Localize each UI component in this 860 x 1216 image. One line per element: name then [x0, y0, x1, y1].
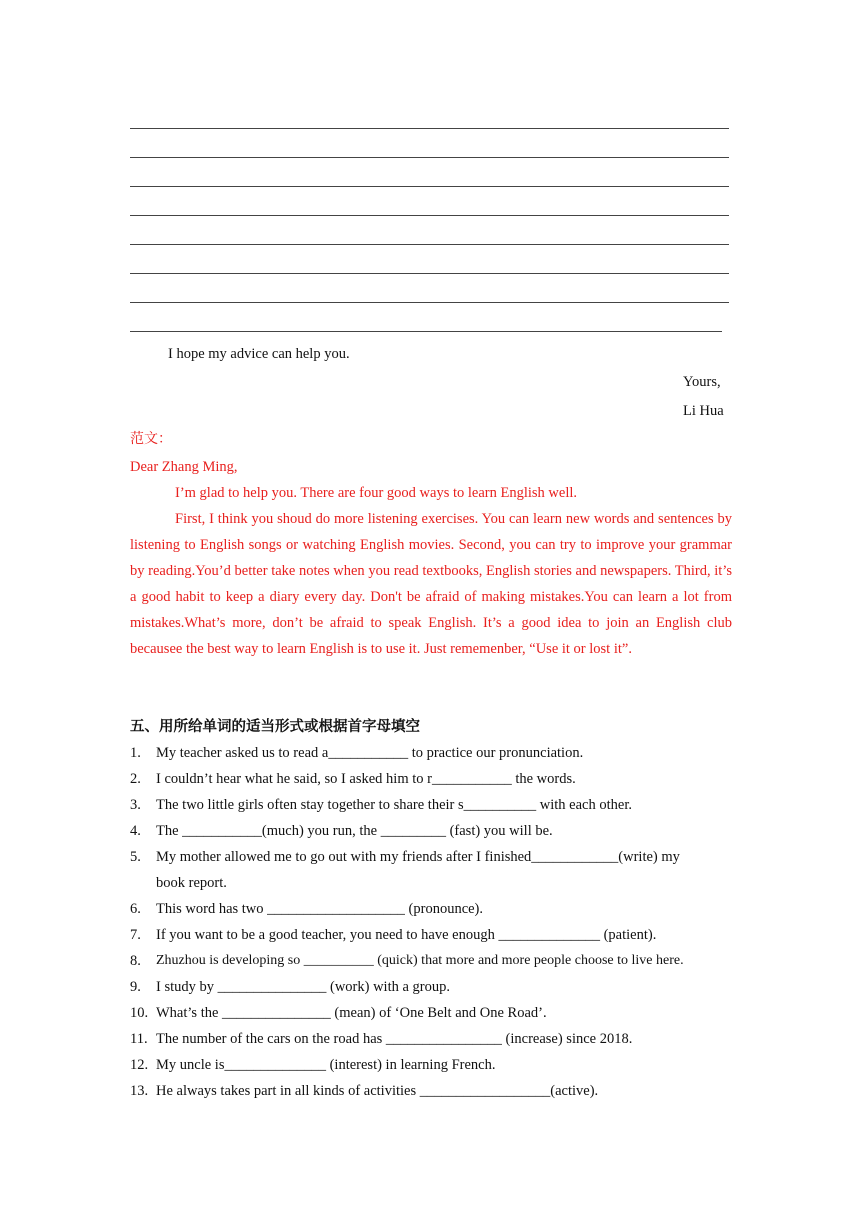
exercise-item — [130, 740, 732, 766]
exercise-item — [130, 1052, 732, 1078]
item-number: 7. — [130, 927, 141, 943]
item-number: 10. — [130, 1005, 149, 1021]
item-text: Zhuzhou is developing so __________ (quick) that more and more people choose to live here. — [156, 953, 684, 968]
exercise-item — [130, 922, 732, 948]
item-number: 1. — [130, 745, 141, 761]
exercise-item — [130, 896, 732, 922]
item-text: If you want to be a good teacher, you need to have enough ______________ (patient). — [156, 927, 657, 943]
writing-line — [130, 128, 729, 129]
item-text: The number of the cars on the road has ________________ (increase) since 2018. — [156, 1031, 633, 1047]
exercise-item — [130, 948, 750, 974]
model-essay-label: 范文： — [130, 431, 172, 447]
item-text: This word has two ___________________ (pronounce). — [156, 901, 484, 917]
model-essay-greeting: Dear Zhang Ming, — [130, 459, 238, 475]
exercise-item — [130, 766, 732, 792]
item-number: 11. — [130, 1031, 148, 1047]
exercise-item — [130, 1000, 732, 1026]
item-text: I couldn’t hear what he said, so I asked him to r___________ the words. — [156, 771, 576, 787]
item-text: My teacher asked us to read a___________ to practice our pronunciation. — [156, 745, 584, 761]
writing-line — [130, 273, 729, 274]
item-number: 3. — [130, 797, 141, 813]
item-number: 2. — [130, 771, 141, 787]
item-number: 9. — [130, 979, 141, 995]
item-text: The ___________(much) you run, the _________ (fast) you will be. — [156, 823, 553, 839]
closing-name: Li Hua — [683, 403, 724, 419]
item-number: 4. — [130, 823, 141, 839]
exercise-item — [130, 818, 732, 844]
exercise-item — [130, 1026, 732, 1052]
writing-line — [130, 215, 729, 216]
closing-yours: Yours, — [683, 374, 721, 390]
item-text: What’s the _______________ (mean) of ‘One Belt and One Road’. — [156, 1005, 547, 1021]
writing-line — [130, 302, 729, 303]
model-essay-paragraph-2: First, I think you shoud do more listening exercises. You can learn new words and sentences by listening to English songs or watching English movies. Second, you can try to improve your grammar by reading.You’d better take notes when you read textbooks, English stories and newspapers. Third, it’s a good habit to keep a diary every day. Don't be afraid of making mistakes.You can learn a lot from mistakes.What’s more, don’t be afraid to speak English. It’s a good idea to join an English club becausee the best way to learn English is to use it. Just rememenber, “Use it or lost it”. — [130, 511, 732, 657]
item-number: 5. — [130, 849, 141, 865]
model-essay-paragraph-1: I’m glad to help you. There are four good ways to learn English well. — [175, 485, 577, 501]
closing-hope: I hope my advice can help you. — [168, 346, 350, 362]
item-text: He always takes part in all kinds of activities __________________(active). — [156, 1083, 599, 1099]
exercise-item — [130, 1078, 732, 1104]
item-number: 6. — [130, 901, 141, 917]
exercise-item — [130, 792, 732, 818]
item-text: I study by _______________ (work) with a group. — [156, 979, 451, 995]
item-text: My mother allowed me to go out with my friends after I finished____________(write) my book report. — [156, 849, 680, 891]
exercise-item — [130, 974, 732, 1000]
item-number: 8. — [130, 953, 141, 969]
exercise-item — [130, 844, 710, 896]
section-title: 五、用所给单词的适当形式或根据首字母填空 — [130, 719, 420, 735]
item-number: 12. — [130, 1057, 149, 1073]
writing-line — [130, 244, 729, 245]
item-number: 13. — [130, 1083, 149, 1099]
item-text: The two little girls often stay together to share their s__________ with each other. — [156, 797, 632, 813]
item-text: My uncle is______________ (interest) in learning French. — [156, 1057, 496, 1073]
writing-line — [130, 186, 729, 187]
writing-line — [130, 331, 722, 332]
writing-line — [130, 157, 729, 158]
